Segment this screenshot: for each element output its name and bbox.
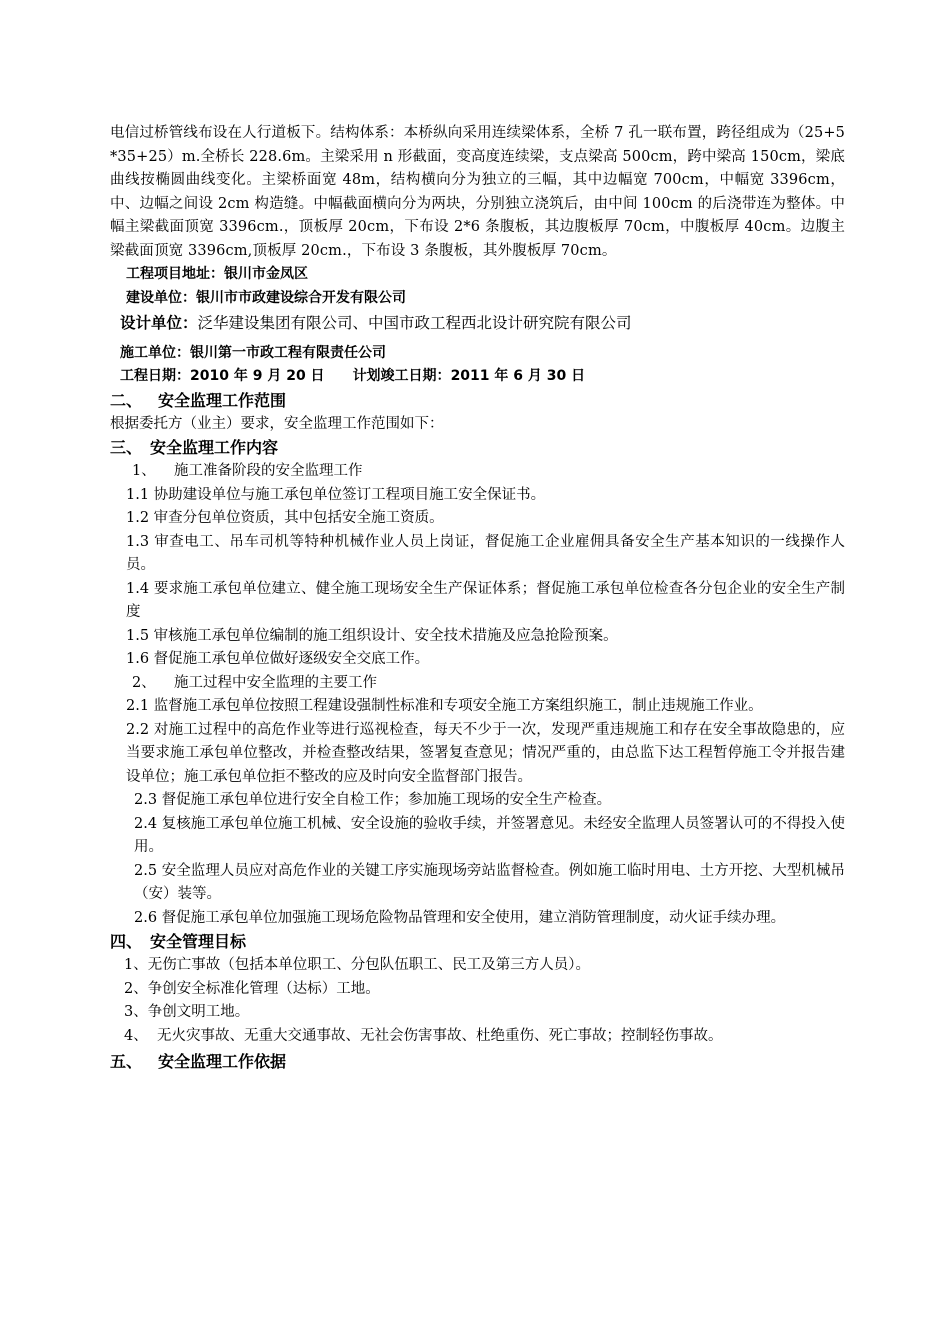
section-5-title: 安全监理工作依据 xyxy=(158,1052,287,1071)
list-item: 2.6 督促施工承包单位加强施工现场危险物品管理和安全使用，建立消防管理制度，动火证手续办理。 xyxy=(134,909,786,926)
list-item: 4、 无火灾事故、无重大交通事故、无社会伤害事故、杜绝重伤、死亡事故；控制轻伤事故。 xyxy=(124,1027,723,1044)
section-5-heading xyxy=(110,1050,845,1074)
list-item: 1.6 督促施工承包单位做好逐级安全交底工作。 xyxy=(126,651,430,667)
project-address xyxy=(110,263,845,287)
contractor-unit xyxy=(110,342,845,366)
list-item: 2.1 监督施工承包单位按照工程建设强制性标准和专项安全施工方案组织施工，制止违规施工作业。 xyxy=(126,698,763,714)
end-label: 计划竣工日期： xyxy=(352,368,451,384)
section-3-title: 安全监理工作内容 xyxy=(150,438,279,457)
list-item: 1.1 协助建设单位与施工承包单位签订工程项目施工安全保证书。 xyxy=(126,486,546,503)
subsection-1-heading xyxy=(110,460,845,484)
list-item: 1.2 审查分包单位资质，其中包括安全施工资质。 xyxy=(126,510,444,526)
list-item: 1.4 要求施工承包单位建立、健全施工现场安全生产保证体系；督促施工承包单位检查各分包企业的安全生产制度 xyxy=(126,580,845,620)
document-page xyxy=(110,122,845,1074)
owner-unit xyxy=(110,287,845,311)
section-4-number: 四、 xyxy=(110,932,143,951)
list-item: 2.3 督促施工承包单位进行安全自检工作；参加施工现场的安全生产检查。 xyxy=(134,792,612,808)
list-item: 1.5 审核施工承包单位编制的施工组织设计、安全技术措施及应急抢险预案。 xyxy=(126,627,618,644)
subsection-2-heading xyxy=(110,672,845,696)
section-2-text: 根据委托方（业主）要求，安全监理工作范围如下： xyxy=(110,415,444,432)
section-4-heading xyxy=(110,930,845,954)
start-label: 工程日期： xyxy=(120,368,190,384)
subsection-2-number: 2、 xyxy=(132,674,156,691)
address-label: 工程项目地址： xyxy=(126,266,224,282)
end-value: 2011 年 6 月 30 日 xyxy=(450,368,586,384)
contractor-label: 施工单位： xyxy=(120,344,190,361)
owner-label: 建设单位： xyxy=(126,289,196,306)
contractor-value: 银川第一市政工程有限责任公司 xyxy=(190,344,386,361)
section-2-title: 安全监理工作范围 xyxy=(158,390,287,410)
list-item: 2.5 安全监理人员应对高危作业的关键工序实施现场旁站监督检查。例如施工临时用电、土方开挖、大型机械吊（安）装等。 xyxy=(134,862,845,902)
subsection-1-title: 施工准备阶段的安全监理工作 xyxy=(174,463,363,479)
section-2-number: 二、 xyxy=(110,390,143,410)
list-item: 3、争创文明工地。 xyxy=(124,1004,250,1020)
owner-value: 银川市市政建设综合开发有限公司 xyxy=(196,289,406,306)
designer-unit xyxy=(110,312,845,336)
list-item: 2.2 对施工过程中的高危作业等进行巡视检查，每天不少于一次，发现严重违规施工和存在安全事故隐患的，应当要求施工承包单位整改，并检查整改结果，签署复查意见；情况严重的，由总监下达工程暂停施工令并报告建设单位；施工承包单位拒不整改的应及时向安全监督部门报告。 xyxy=(126,721,845,785)
section-3-number: 三、 xyxy=(110,438,143,457)
section-5-number: 五、 xyxy=(110,1052,143,1071)
section-2-heading xyxy=(110,389,845,413)
subsection-1-number: 1、 xyxy=(132,463,156,479)
section-4-title: 安全管理目标 xyxy=(150,932,247,951)
project-dates xyxy=(110,365,845,389)
designer-value: 泛华建设集团有限公司、中国市政工程西北设计研究院有限公司 xyxy=(197,314,632,332)
list-item: 1.3 审查电工、吊车司机等特种机械作业人员上岗证，督促施工企业雇佣具备安全生产基本知识的一线操作人员。 xyxy=(126,533,845,573)
designer-label: 设计单位： xyxy=(120,314,198,332)
intro-paragraph: 电信过桥管线布设在人行道板下。结构体系：本桥纵向采用连续梁体系，全桥 7 孔一联布置，跨径组成为（25+5*35+25）m.全桥长 228.6m。主梁采用 n 形截面，变高度连续梁，支点梁高 500cm，跨中梁高 150cm，梁底曲线按椭圆曲线变化。主梁桥面宽 48m，结构横向分为独立的三幅，其中边幅宽 700cm，中幅宽 3396cm，中、边幅之间设 2cm 构造缝。中幅截面横向分为两块，分别独立浇筑后，由中间 100cm 的后浇带连为整体。中幅主梁截面顶宽 3396cm.，顶板厚 20cm，下布设 2*6 条腹板，其边腹板厚 70cm，中腹板厚 40cm。边腹主梁截面顶宽 3396cm,顶板厚 20cm.，下布设 3 条腹板，其外腹板厚 70cm。 xyxy=(110,125,845,259)
list-item: 1、无伤亡事故（包括本单位职工、分包队伍职工、民工及第三方人员）。 xyxy=(124,957,590,973)
subsection-2-title: 施工过程中安全监理的主要工作 xyxy=(174,674,377,691)
section-3-heading xyxy=(110,436,845,460)
list-item: 2.4 复核施工承包单位施工机械、安全设施的验收手续，并签署意见。未经安全监理人员签署认可的不得投入使用。 xyxy=(134,815,845,855)
list-item: 2、争创安全标准化管理（达标）工地。 xyxy=(124,980,380,997)
address-value: 银川市金凤区 xyxy=(224,266,308,282)
start-value: 2010 年 9 月 20 日 xyxy=(190,368,325,384)
